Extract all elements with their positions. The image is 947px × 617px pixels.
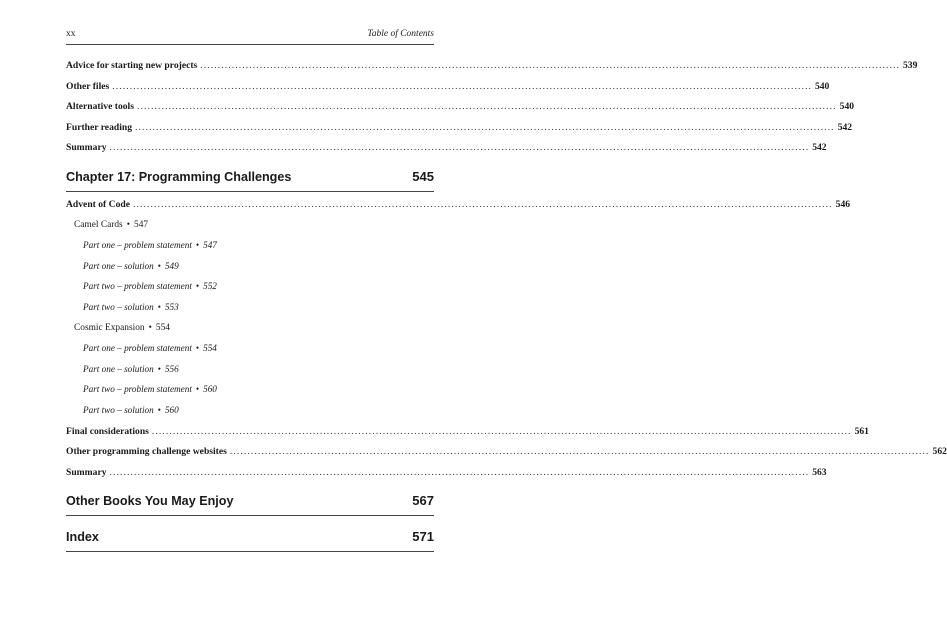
toc-entry-label: Advent of Code <box>66 198 130 210</box>
toc-subsubentry-label: Part one – problem statement <box>83 343 192 354</box>
toc-page-number: 547 <box>134 219 149 230</box>
toc-page-number: 546 <box>835 198 851 210</box>
toc-entry[interactable] <box>66 142 827 163</box>
toc-entry[interactable] <box>66 198 851 220</box>
leader-dots: ........................................................................................................................................................................................................ <box>136 101 837 113</box>
toc-page-number: 560 <box>164 404 179 415</box>
bullet-separator: • <box>195 343 200 354</box>
toc-entry-label: Final considerations <box>66 425 149 437</box>
bullet-separator: • <box>126 219 130 230</box>
chapter-page-number: 545 <box>412 168 434 184</box>
leader-dots: ........................................................................................................................................................................................................ <box>135 121 835 133</box>
toc-subsubentry[interactable] <box>66 240 434 261</box>
other-books-title: Other Books You May Enjoy <box>66 494 234 509</box>
chapter-heading[interactable] <box>66 163 434 192</box>
toc-page-number: 554 <box>155 322 170 333</box>
leader-dots: ........................................................................................................................................................................................................ <box>229 446 930 458</box>
index-heading[interactable] <box>66 523 434 552</box>
toc-page-number: 563 <box>812 466 827 478</box>
toc-page-number: 549 <box>164 260 179 271</box>
bullet-separator: • <box>148 322 152 333</box>
toc-subsubentry-label: Part one – solution <box>83 260 154 271</box>
toc-page-number: 539 <box>902 60 918 71</box>
toc-subentry[interactable] <box>66 220 434 241</box>
toc-subsubentry-label: Part one – solution <box>83 363 154 374</box>
toc-entry-label: Other programming challenge websites <box>66 446 227 458</box>
leader-dots: ........................................................................................................................................................................................................ <box>112 80 812 92</box>
toc-subsubentry-label: Part two – solution <box>83 404 154 415</box>
other-books-heading[interactable] <box>66 487 434 516</box>
page-folio: xx <box>66 29 76 39</box>
leader-dots: ........................................................................................................................................................................................................ <box>132 198 833 210</box>
toc-subsubentry-label: Part two – problem statement <box>83 281 192 292</box>
toc-page-number: 547 <box>203 240 217 251</box>
bullet-separator: • <box>157 363 161 374</box>
toc-subsubentry[interactable] <box>66 302 434 323</box>
toc-subsubentry[interactable] <box>66 261 434 282</box>
toc-page-number: 562 <box>932 446 947 458</box>
running-head <box>66 29 434 43</box>
leader-dots: ........................................................................................................................................................................................................ <box>151 425 852 437</box>
toc-entry[interactable] <box>66 425 869 447</box>
toc-page-number: 542 <box>837 121 853 133</box>
toc-entry-label: Advice for starting new projects <box>66 60 198 71</box>
toc-subentry-label: Camel Cards <box>74 219 123 230</box>
toc-entry[interactable] <box>66 446 947 467</box>
toc-subsubentry-label: Part two – problem statement <box>83 384 192 395</box>
table-of-contents <box>66 60 947 559</box>
leader-dots: ........................................................................................................................................................................................................ <box>109 142 810 154</box>
toc-page-number: 540 <box>814 80 830 92</box>
bullet-separator: • <box>195 384 200 395</box>
toc-page-number: 554 <box>203 343 217 354</box>
toc-subsubentry[interactable] <box>66 343 434 364</box>
toc-page-number: 542 <box>812 142 827 154</box>
toc-entry-label: Summary <box>66 466 107 478</box>
bullet-separator: • <box>195 281 200 292</box>
toc-subsubentry[interactable] <box>66 405 434 426</box>
bullet-separator: • <box>157 404 161 415</box>
toc-page-number: 556 <box>164 363 179 374</box>
toc-entry[interactable] <box>66 101 855 122</box>
toc-subsubentry-label: Part two – solution <box>83 301 154 312</box>
header-rule <box>66 44 434 45</box>
bullet-separator: • <box>157 301 161 312</box>
toc-page-number: 540 <box>839 101 855 113</box>
toc-entry-label: Summary <box>66 142 107 154</box>
chapter-title: Chapter 17: Programming Challenges <box>66 169 292 184</box>
index-page-number: 571 <box>412 529 434 545</box>
toc-page-number: 561 <box>854 425 869 437</box>
toc-entry[interactable] <box>66 121 853 143</box>
toc-entry-label: Alternative tools <box>66 101 134 113</box>
toc-page-number: 560 <box>203 384 217 395</box>
toc-entry[interactable] <box>66 466 827 488</box>
leader-dots: ........................................................................................................................................................................................................ <box>109 466 810 478</box>
bullet-separator: • <box>157 260 161 271</box>
bullet-separator: • <box>195 240 200 251</box>
index-title: Index <box>66 530 99 545</box>
toc-subentry-label: Cosmic Expansion <box>74 322 145 333</box>
toc-subsubentry[interactable] <box>66 281 434 302</box>
toc-subsubentry[interactable] <box>66 384 434 405</box>
toc-entry[interactable] <box>66 80 830 102</box>
toc-subsubentry[interactable] <box>66 364 434 385</box>
toc-subentry[interactable] <box>66 323 434 344</box>
toc-entry[interactable] <box>66 60 918 81</box>
running-head-title: Table of Contents <box>367 29 434 39</box>
other-books-page-number: 567 <box>412 493 434 509</box>
toc-page-number: 553 <box>164 301 179 312</box>
toc-page-number: 552 <box>203 281 217 292</box>
toc-entry-label: Other files <box>66 80 110 92</box>
toc-subsubentry-label: Part one – problem statement <box>83 240 192 251</box>
toc-entry-label: Further reading <box>66 121 132 133</box>
leader-dots: ........................................................................................................................................................................................................ <box>200 60 900 71</box>
